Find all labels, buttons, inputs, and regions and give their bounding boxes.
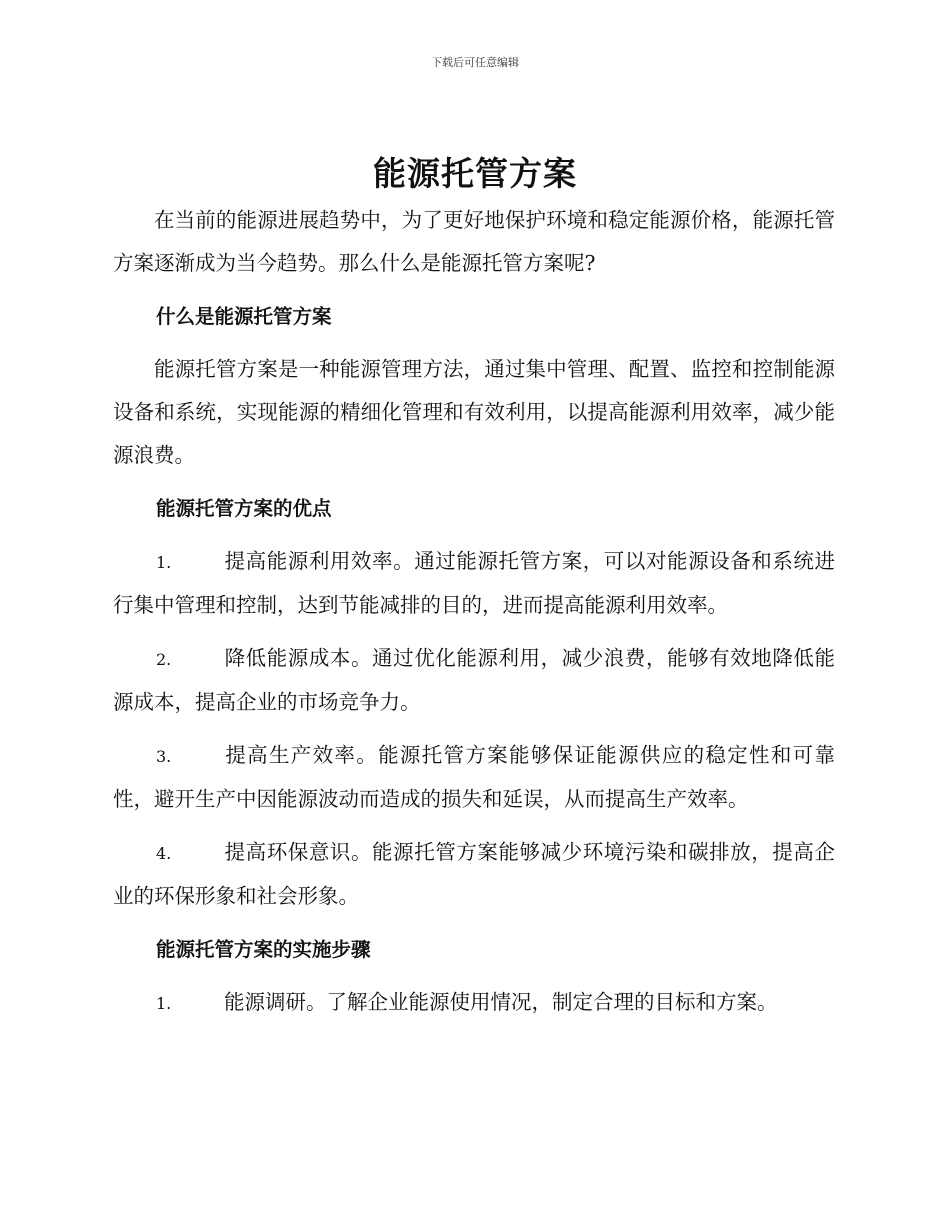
- list-item-number: 1.: [156, 994, 172, 1013]
- list-item: [113, 637, 835, 724]
- list-item: [113, 831, 835, 918]
- intro-paragraph: 在当前的能源进展趋势中，为了更好地保护环境和稳定能源价格，能源托管方案逐渐成为当今趋势。那么什么是能源托管方案呢?: [113, 208, 835, 275]
- header-note: 下载后可任意编辑: [431, 56, 519, 69]
- list-item-text: 提高环保意识。能源托管方案能够减少环境污染和碳排放，提高企业的环保形象和社会形象。: [113, 840, 835, 908]
- list-item-text: 提高能源利用效率。通过能源托管方案，可以对能源设备和系统进行集中管理和控制，达到节能减排的目的，进而提高能源利用效率。: [113, 549, 835, 617]
- list-item: [113, 734, 835, 821]
- section-heading-advantages: 能源托管方案的优点: [156, 497, 332, 520]
- definition-paragraph: 能源托管方案是一种能源管理方法，通过集中管理、配置、监控和控制能源设备和系统，实现能源的精细化管理和有效利用，以提高能源利用效率，减少能源浪费。: [113, 357, 835, 467]
- list-item-number: 4.: [156, 844, 172, 863]
- list-item: [113, 981, 835, 1025]
- list-item-number: 2.: [156, 650, 172, 669]
- document-body: [113, 199, 835, 1035]
- list-item: [113, 540, 835, 627]
- list-item-text: 能源调研。了解企业能源使用情况，制定合理的目标和方案。: [224, 990, 778, 1014]
- list-item-text: 降低能源成本。通过优化能源利用，减少浪费，能够有效地降低能源成本，提高企业的市场竞争力。: [113, 646, 835, 714]
- section-heading-implementation: 能源托管方案的实施步骤: [156, 938, 371, 961]
- document-title: 能源托管方案: [373, 154, 577, 193]
- list-item-number: 1.: [156, 553, 172, 572]
- section-heading-what-is: 什么是能源托管方案: [156, 305, 332, 328]
- list-item-number: 3.: [156, 747, 172, 766]
- list-item-text: 提高生产效率。能源托管方案能够保证能源供应的稳定性和可靠性，避开生产中因能源波动而造成的损失和延误，从而提高生产效率。: [113, 743, 835, 811]
